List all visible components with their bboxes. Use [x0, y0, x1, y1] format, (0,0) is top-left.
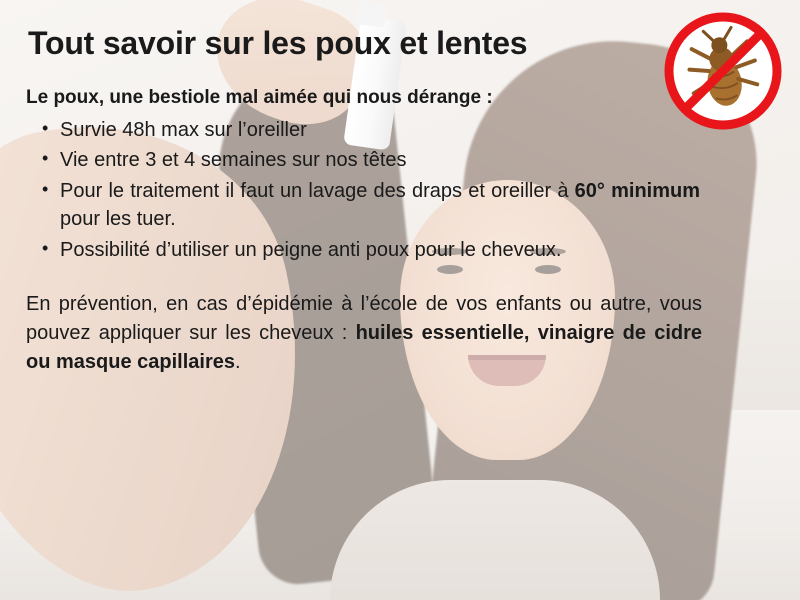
page-title: Tout savoir sur les poux et lentes — [28, 25, 528, 61]
list-item-text: Possibilité d’utiliser un peigne anti poux pour le cheveux. — [60, 238, 562, 261]
list-item-text: Survie 48h max sur l’oreiller — [60, 118, 307, 141]
list-item — [60, 146, 774, 174]
list-item-text-tail: pour les tuer. — [60, 208, 176, 231]
list-item — [60, 116, 774, 144]
section-subtitle: Le poux, une bestiole mal aimée qui nous dérange : — [26, 87, 493, 109]
prevention-paragraph — [26, 290, 774, 377]
list-item-emphasis: 60° minimum — [574, 179, 700, 202]
list-item — [60, 177, 774, 234]
list-item — [60, 236, 774, 264]
list-item-text: Vie entre 3 et 4 semaines sur nos têtes — [60, 149, 407, 172]
paragraph-text-tail: . — [234, 350, 241, 373]
bullet-list — [26, 116, 774, 264]
list-item-text: Pour le traitement il faut un lavage des draps et oreiller à — [60, 179, 575, 202]
paragraph-emphasis: huiles essentielle, vinaigre de cidre ou masque capillaires — [26, 321, 703, 373]
paragraph-text: En prévention, en cas d’épidémie à l’école de vos enfants ou autre, vous pouvez appliquer sur les cheveux : — [26, 292, 702, 344]
